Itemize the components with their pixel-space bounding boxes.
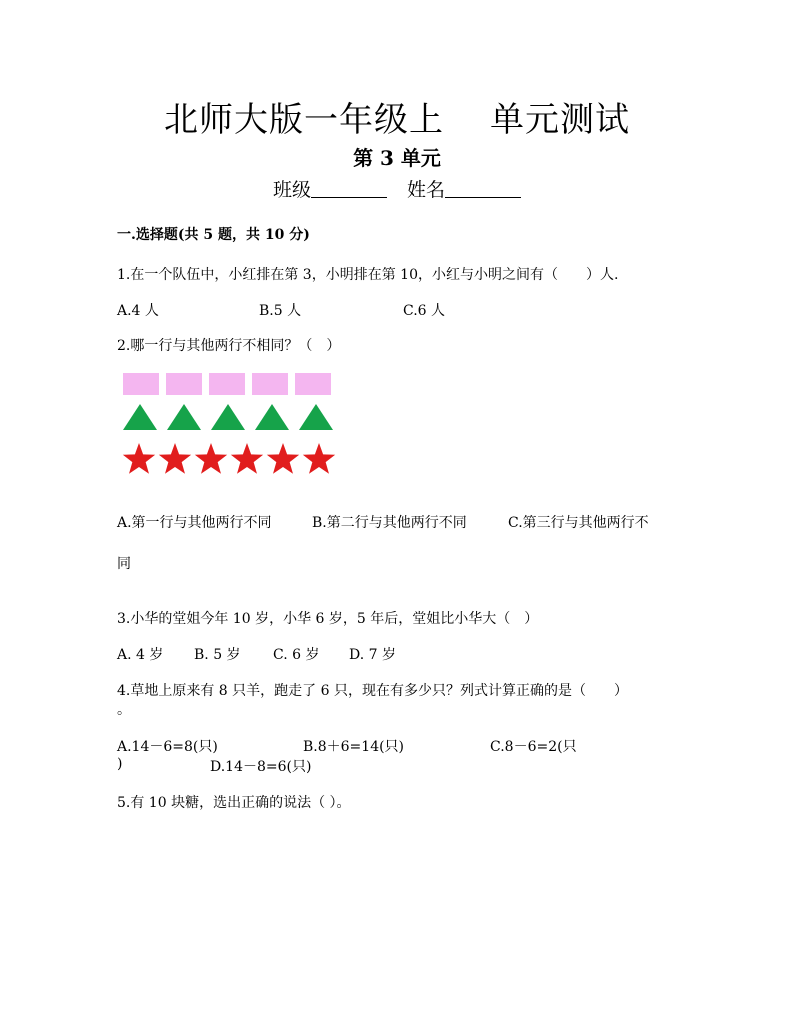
q3-option-d[interactable]: D. 7 岁 — [349, 647, 396, 663]
q4-option-c[interactable]: C.8－6=2(只 — [490, 739, 577, 755]
q1-option-a[interactable]: A.4 人 — [117, 303, 159, 319]
name-label: 姓名 — [407, 179, 446, 201]
red-star — [231, 443, 263, 474]
q1-option-b[interactable]: B.5 人 — [259, 303, 302, 319]
green-triangle — [299, 404, 333, 430]
q2-option-a[interactable]: A.第一行与其他两行不同 — [117, 515, 272, 531]
triangle-row — [123, 404, 333, 430]
red-star — [159, 443, 191, 474]
question-3: 3.小华的堂姐今年 10 岁，小华 6 岁，5 年后，堂姐比小华大（ ） — [117, 611, 539, 627]
red-star — [303, 443, 335, 474]
page-title — [0, 92, 794, 141]
title-left: 北师大版一年级上 — [164, 100, 444, 140]
q3-option-c[interactable]: C. 6 岁 — [273, 647, 320, 663]
shapes-figure — [118, 368, 348, 478]
rectangle-row — [123, 373, 331, 395]
red-star — [267, 443, 299, 474]
q4-option-d[interactable]: D.14－8=6(只) — [210, 759, 312, 775]
q4-option-c-cont: ) — [117, 756, 123, 772]
q4-option-a[interactable]: A.14－6=8(只) — [117, 739, 218, 755]
q2-option-b[interactable]: B.第二行与其他两行不同 — [312, 515, 467, 531]
unit-subtitle: 第 3 单元 — [353, 146, 441, 170]
question-5: 5.有 10 块糖，选出正确的说法（ ）。 — [117, 795, 351, 811]
star-row — [123, 443, 335, 474]
red-star — [123, 443, 155, 474]
name-blank[interactable] — [445, 179, 521, 198]
class-blank[interactable] — [311, 179, 387, 198]
green-triangle — [211, 404, 245, 430]
class-name-line — [0, 175, 794, 202]
section-heading: 一.选择题(共 5 题，共 10 分) — [117, 227, 310, 243]
question-4: 4.草地上原来有 8 只羊，跑走了 6 只，现在有多少只？列式计算正确的是（ ） — [117, 683, 628, 699]
q2-option-c[interactable]: C.第三行与其他两行不 — [508, 515, 649, 531]
red-star — [195, 443, 227, 474]
pink-rectangle — [166, 373, 202, 395]
pink-rectangle — [209, 373, 245, 395]
green-triangle — [167, 404, 201, 430]
pink-rectangle — [252, 373, 288, 395]
green-triangle — [123, 404, 157, 430]
q1-option-c[interactable]: C.6 人 — [403, 303, 446, 319]
question-4-cont: 。 — [117, 702, 131, 718]
title-right: 单元测试 — [490, 100, 630, 140]
q2-option-c-cont: 同 — [117, 556, 131, 572]
green-triangle — [255, 404, 289, 430]
question-1: 1.在一个队伍中，小红排在第 3，小明排在第 10，小红与小明之间有（ ）人. — [117, 267, 619, 283]
q3-option-a[interactable]: A. 4 岁 — [117, 647, 164, 663]
pink-rectangle — [295, 373, 331, 395]
class-label: 班级 — [272, 179, 311, 201]
q4-option-b[interactable]: B.8＋6=14(只) — [303, 739, 405, 755]
question-2: 2.哪一行与其他两行不相同？（ ） — [117, 338, 341, 354]
pink-rectangle — [123, 373, 159, 395]
q3-option-b[interactable]: B. 5 岁 — [194, 647, 241, 663]
